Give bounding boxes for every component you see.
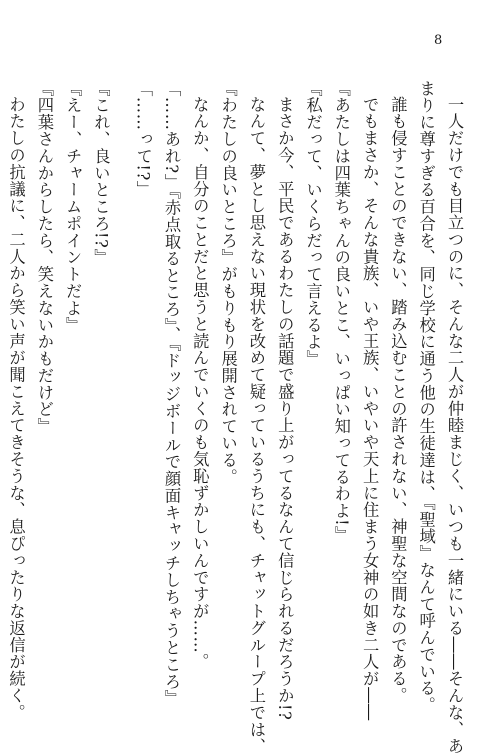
chat-line: 『四葉さんからしたら、笑えないかもだけど』 [34, 80, 54, 435]
chat-line: 『えー、チャームポイントだよ』 [63, 80, 83, 334]
chat-line: 『私だって、いくらだって言えるよ』 [303, 80, 323, 368]
text-line: 一人だけでも目立つのに、そんな二人が仲睦まじく、いつも一緒にいる――そんな、あ [445, 96, 464, 755]
text-line: わたしの抗議に、二人から笑い声が聞こえてきそうな、息ぴったりな返信が続く。 [6, 96, 26, 722]
page-number: 8 [434, 33, 443, 48]
chat-line: 『わたしの良いところ』がもりもり展開されている。 [218, 80, 238, 486]
text-line: まりに尊すぎる百合を、同じ学校に通う他の生徒達は、『聖域』なんて呼んでいる。 [416, 80, 436, 714]
text-line: 誰も侵すことのできない、踏み込むことの許されない、神聖な空間なのである。 [388, 96, 408, 705]
body-text [6, 80, 468, 755]
chat-line: 「……って!?」 [133, 80, 153, 198]
chat-line: 「……あれ?」『赤点取るところ』、『ドッジボールで顔面キャッチしちゃうところ』 [162, 80, 182, 707]
text-line: まさか今、平民であるわたしの話題で盛り上がってるなんて信じられるだろうか!? [275, 96, 295, 721]
text-line: なんか、自分のことだと思うと読んでいくのも気恥ずかしいんですが……。 [190, 96, 210, 671]
text-line: なんて、夢とし思えない現状を改めて疑っているうちにも、チャットグループ上では、 [246, 96, 266, 755]
chat-line: 『あたしは四葉ちゃんの良いとこ、いっぱい知ってるわよ!』 [331, 80, 351, 544]
paragraph-gap [114, 80, 128, 680]
text-line: でもまさか、そんな貴族、いや王族、いやいや天上に住まう女神の如き二人が―― [360, 96, 380, 722]
chat-line: 『これ、良いところ!?』 [91, 80, 111, 266]
